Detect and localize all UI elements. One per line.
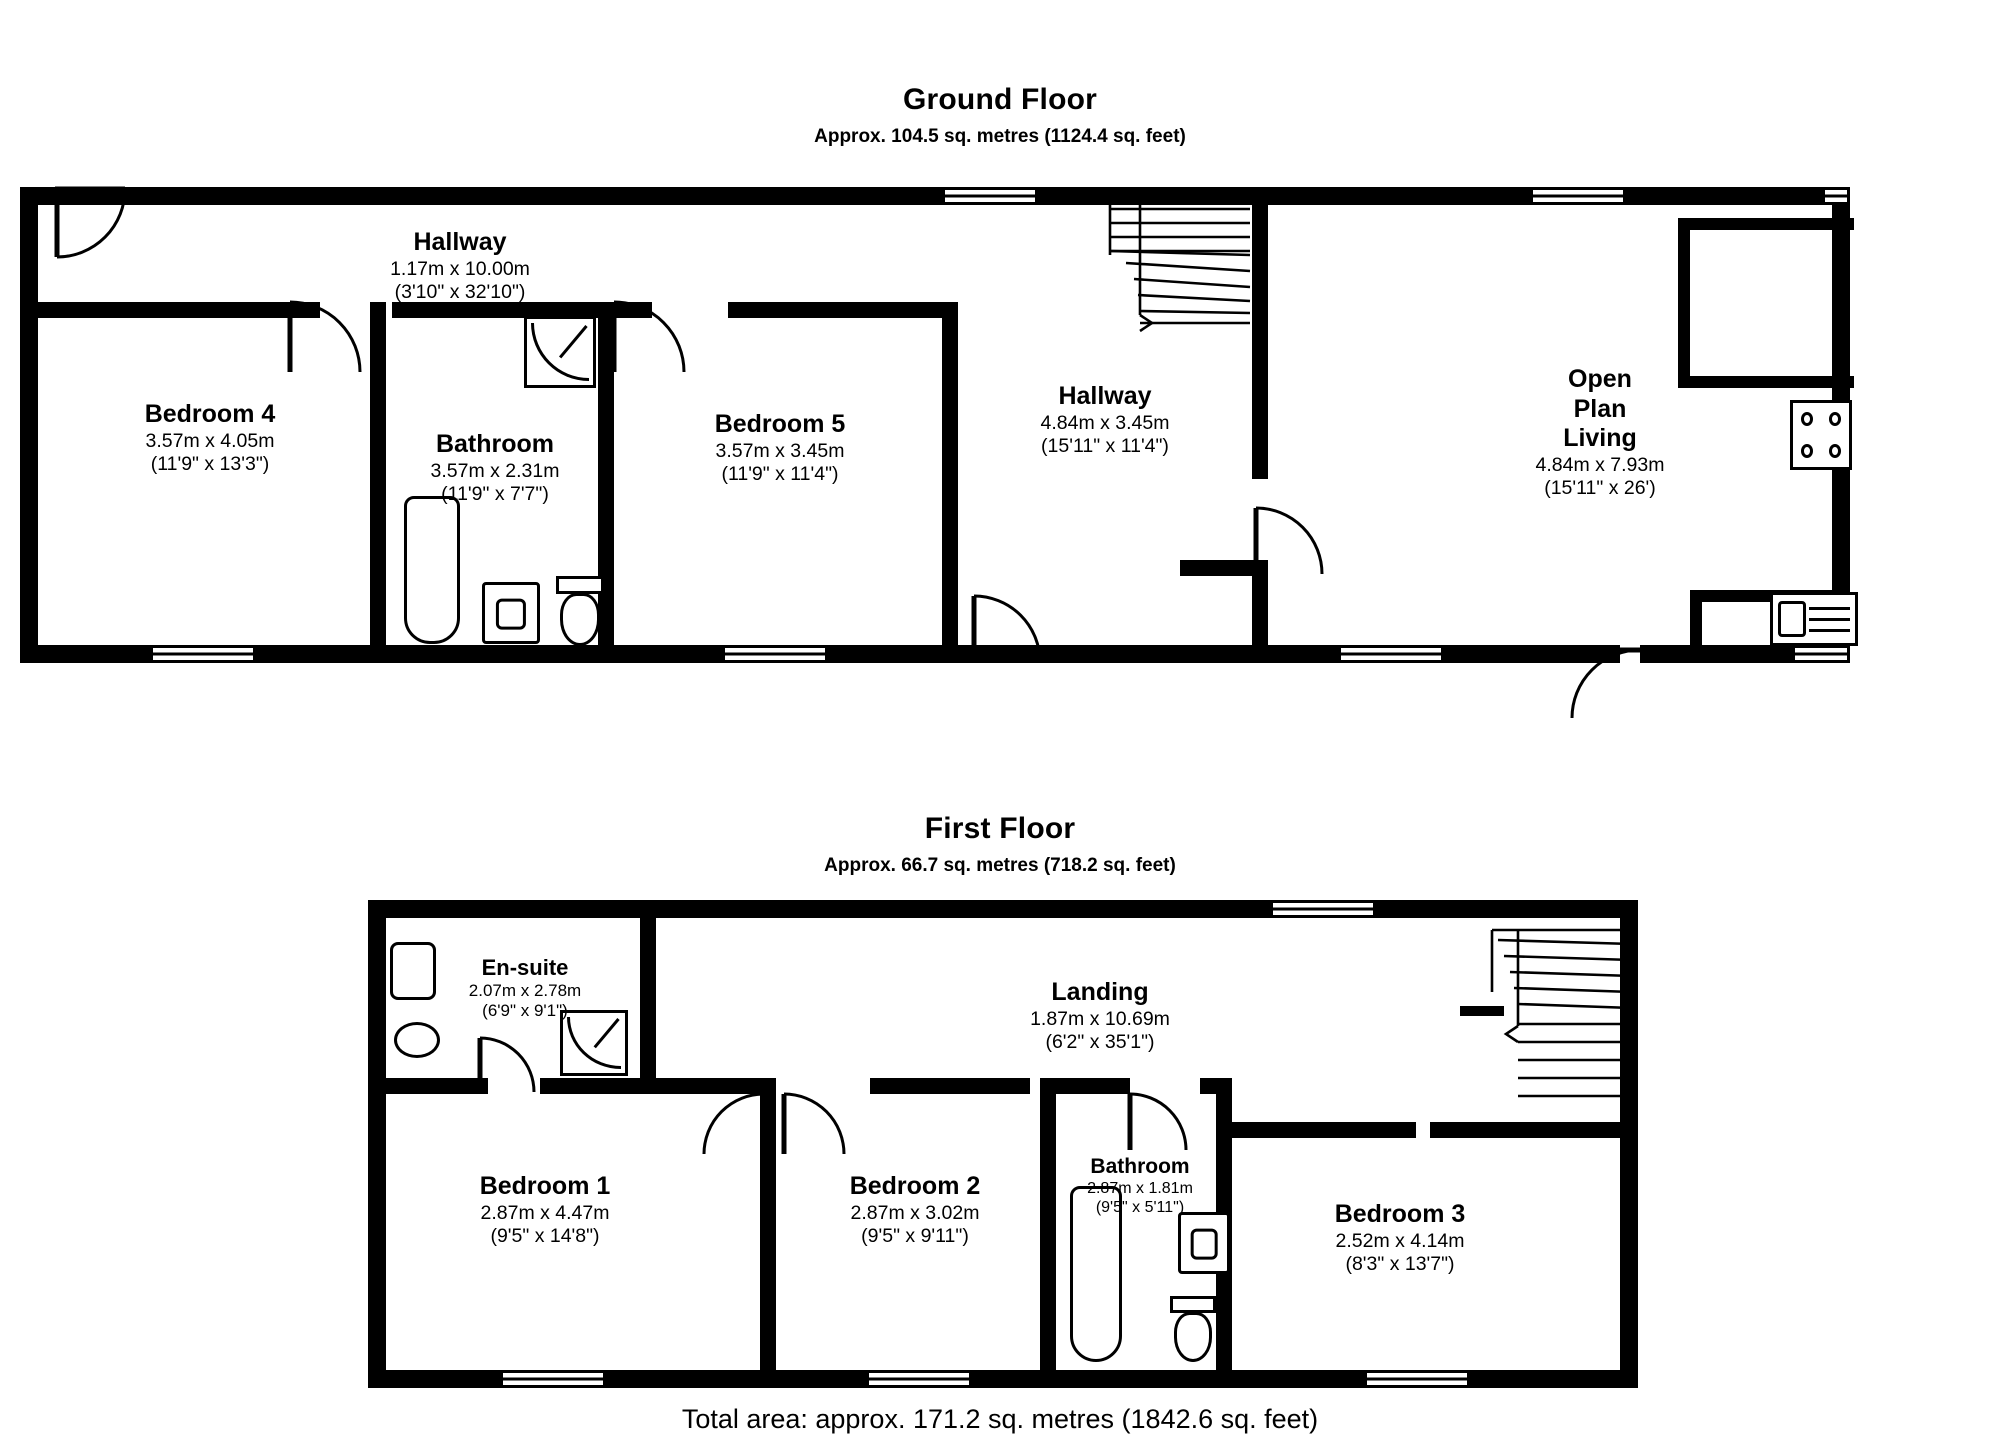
wall-bed5-hallway	[942, 302, 958, 663]
window-first-bottom-2	[866, 1370, 972, 1388]
counter-left-run	[1678, 218, 1690, 388]
window-top-2	[1530, 187, 1626, 205]
staircase-ground	[1100, 195, 1260, 360]
kitchen-sink-icon	[1770, 592, 1858, 646]
wall-hall-bed4	[20, 302, 320, 318]
wall-top-first	[368, 900, 1638, 918]
ground-floor-subtitle: Approx. 104.5 sq. metres (1124.4 sq. feet)	[814, 126, 1186, 147]
room-label-bedroom-4: Bedroom 4 3.57m x 4.05m (11'9" x 13'3")	[144, 400, 276, 475]
wall-hall-bed5	[728, 302, 958, 318]
window-first-bottom-3	[1364, 1370, 1470, 1388]
door-bedroom-5	[612, 300, 704, 392]
first-floor-subtitle: Approx. 66.7 sq. metres (718.2 sq. feet)	[824, 855, 1176, 876]
ensuite-wc-icon	[394, 1022, 440, 1058]
hob-icon	[1790, 400, 1852, 470]
ground-floor-title: Ground Floor	[902, 83, 1098, 116]
stair-edge-first	[1460, 1006, 1504, 1016]
door-bedroom-4	[288, 300, 380, 392]
room-label-bedroom-3: Bedroom 3 2.52m x 4.14m (8'3" x 13'7")	[1334, 1200, 1466, 1275]
room-label-bathroom-first: Bathroom 2.87m x 1.81m (9'5" x 5'11")	[1087, 1155, 1193, 1216]
room-label-bedroom-2: Bedroom 2 2.87m x 3.02m (9'5" x 9'11")	[849, 1172, 981, 1247]
room-label-bedroom-5: Bedroom 5 3.57m x 3.45m (11'9" x 11'4")	[714, 410, 846, 485]
wall-ensuite-bottom-left	[368, 1078, 488, 1094]
wall-landing-bed2	[870, 1078, 1030, 1094]
wall-left-ground	[20, 187, 38, 663]
window-bottom-2	[722, 645, 828, 663]
window-top-1	[942, 187, 1038, 205]
shower-icon-ground	[524, 316, 596, 388]
basin-icon-first	[1178, 1212, 1230, 1274]
window-bottom-1	[150, 645, 256, 663]
room-label-ensuite: En-suite 2.07m x 2.78m (6'9" x 9'1")	[468, 955, 582, 1020]
counter-top-run	[1678, 218, 1854, 230]
total-area-label: Total area: approx. 171.2 sq. metres (1842.6 sq. feet)	[681, 1404, 1319, 1434]
room-label-landing: Landing 1.87m x 10.69m (6'2" x 35'1")	[1030, 978, 1170, 1053]
wall-bed3-top-right	[1430, 1122, 1638, 1138]
door-ensuite	[478, 1028, 546, 1094]
door-bedroom-1	[686, 1092, 766, 1172]
first-floor-title: First Floor	[924, 812, 1076, 845]
door-bedroom-2	[782, 1092, 862, 1172]
window-bottom-3	[1338, 645, 1444, 663]
door-front-entry	[55, 187, 145, 279]
window-bottom-4	[1792, 645, 1850, 663]
room-label-bedroom-1: Bedroom 1 2.87m x 4.47m (9'5" x 14'8")	[479, 1172, 611, 1247]
wall-bed3-top	[1216, 1122, 1416, 1138]
window-first-top-1	[1270, 900, 1376, 918]
door-hallway-rear	[972, 578, 1058, 664]
room-label-bathroom-ground: Bathroom 3.57m x 2.31m (11'9" x 7'7")	[430, 430, 560, 505]
wc-icon-first	[1170, 1296, 1216, 1362]
basin-icon-ground	[482, 582, 540, 644]
room-label-hallway-ground: Hallway 1.17m x 10.00m (3'10" x 32'10")	[390, 228, 530, 303]
window-top-3	[1822, 187, 1850, 205]
room-label-open-plan-living: Open Plan Living 4.84m x 7.93m (15'11" x 26')	[1535, 365, 1665, 499]
bathtub-icon-ground	[404, 496, 460, 644]
wc-icon-ground	[556, 576, 604, 646]
door-living-hallway	[1252, 492, 1328, 574]
door-living-rear	[1570, 648, 1662, 740]
wall-left-first	[368, 900, 386, 1388]
counter-bottom-left	[1690, 590, 1702, 662]
wall-ensuite-bottom-right	[540, 1078, 656, 1094]
room-label-hallway-ground-rear: Hallway 4.84m x 3.45m (15'11" x 11'4")	[1040, 382, 1170, 457]
window-first-bottom-1	[500, 1370, 606, 1388]
staircase-first	[1492, 930, 1640, 1120]
